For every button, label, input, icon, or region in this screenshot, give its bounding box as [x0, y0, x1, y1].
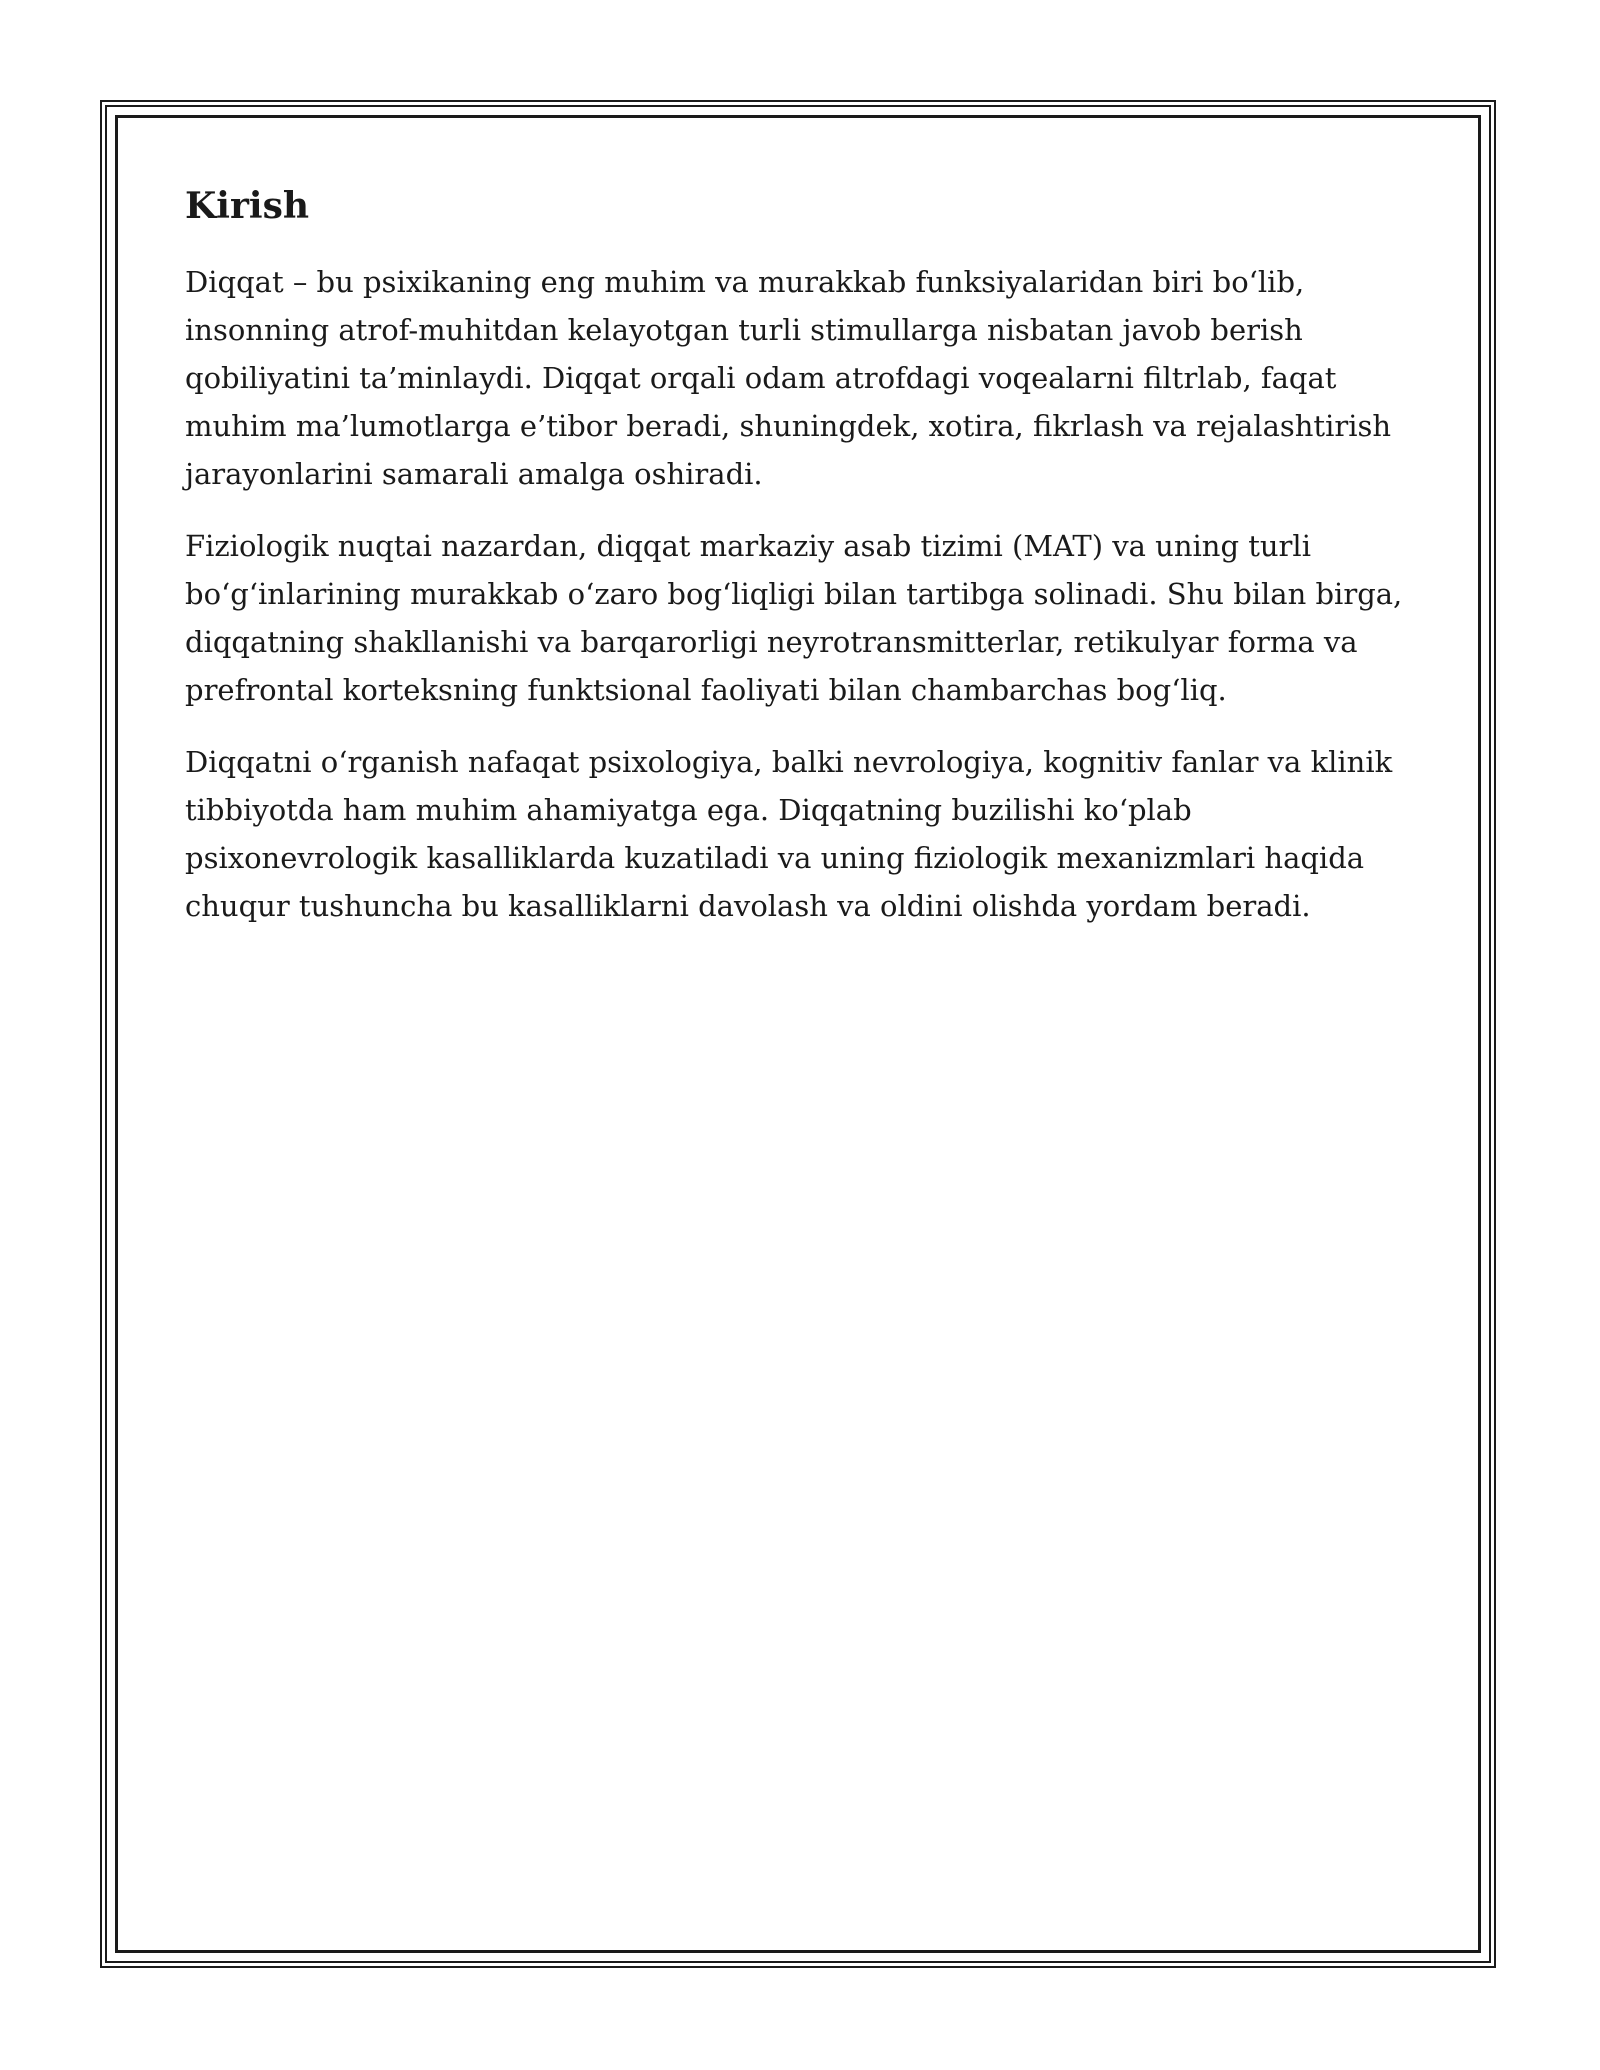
document-body	[185, 182, 1435, 954]
paragraph-1: Diqqat – bu psixikaning eng muhim va murakkab funksiyalaridan biri bo‘lib, insonning atrof-muhitdan kelayotgan turli stimullarga nisbatan javob berish qobiliyatini ta’minlaydi. Diqqat orqali odam atrofdagi voqealarni filtrlab, faqat muhim ma’lumotlarga e’tibor beradi, shuningdek, xotira, fikrlash va rejalashtirish jarayonlarini samarali amalga oshiradi.	[185, 265, 1392, 491]
paragraph-2: Fiziologik nuqtai nazardan, diqqat markaziy asab tizimi (MAT) va uning turli bo‘g‘inlarining murakkab o‘zaro bog‘liqligi bilan tartibga solinadi. Shu bilan birga, diqqatning shakllanishi va barqarorligi neyrotransmitterlar, retikulyar forma va prefrontal korteksning funktsional faoliyati bilan chambarchas bog‘liq.	[185, 529, 1403, 707]
paragraph-3: Diqqatni o‘rganish nafaqat psixologiya, balki nevrologiya, kognitiv fanlar va klinik tibbiyotda ham muhim ahamiyatga ega. Diqqatning buzilishi ko‘plab psixonevrologik kasalliklarda kuzatiladi va uning fiziologik mexanizmlari haqida chuqur tushuncha bu kasalliklarni davolash va oldini olishda yordam beradi.	[185, 745, 1393, 923]
section-heading: Kirish	[185, 185, 310, 227]
